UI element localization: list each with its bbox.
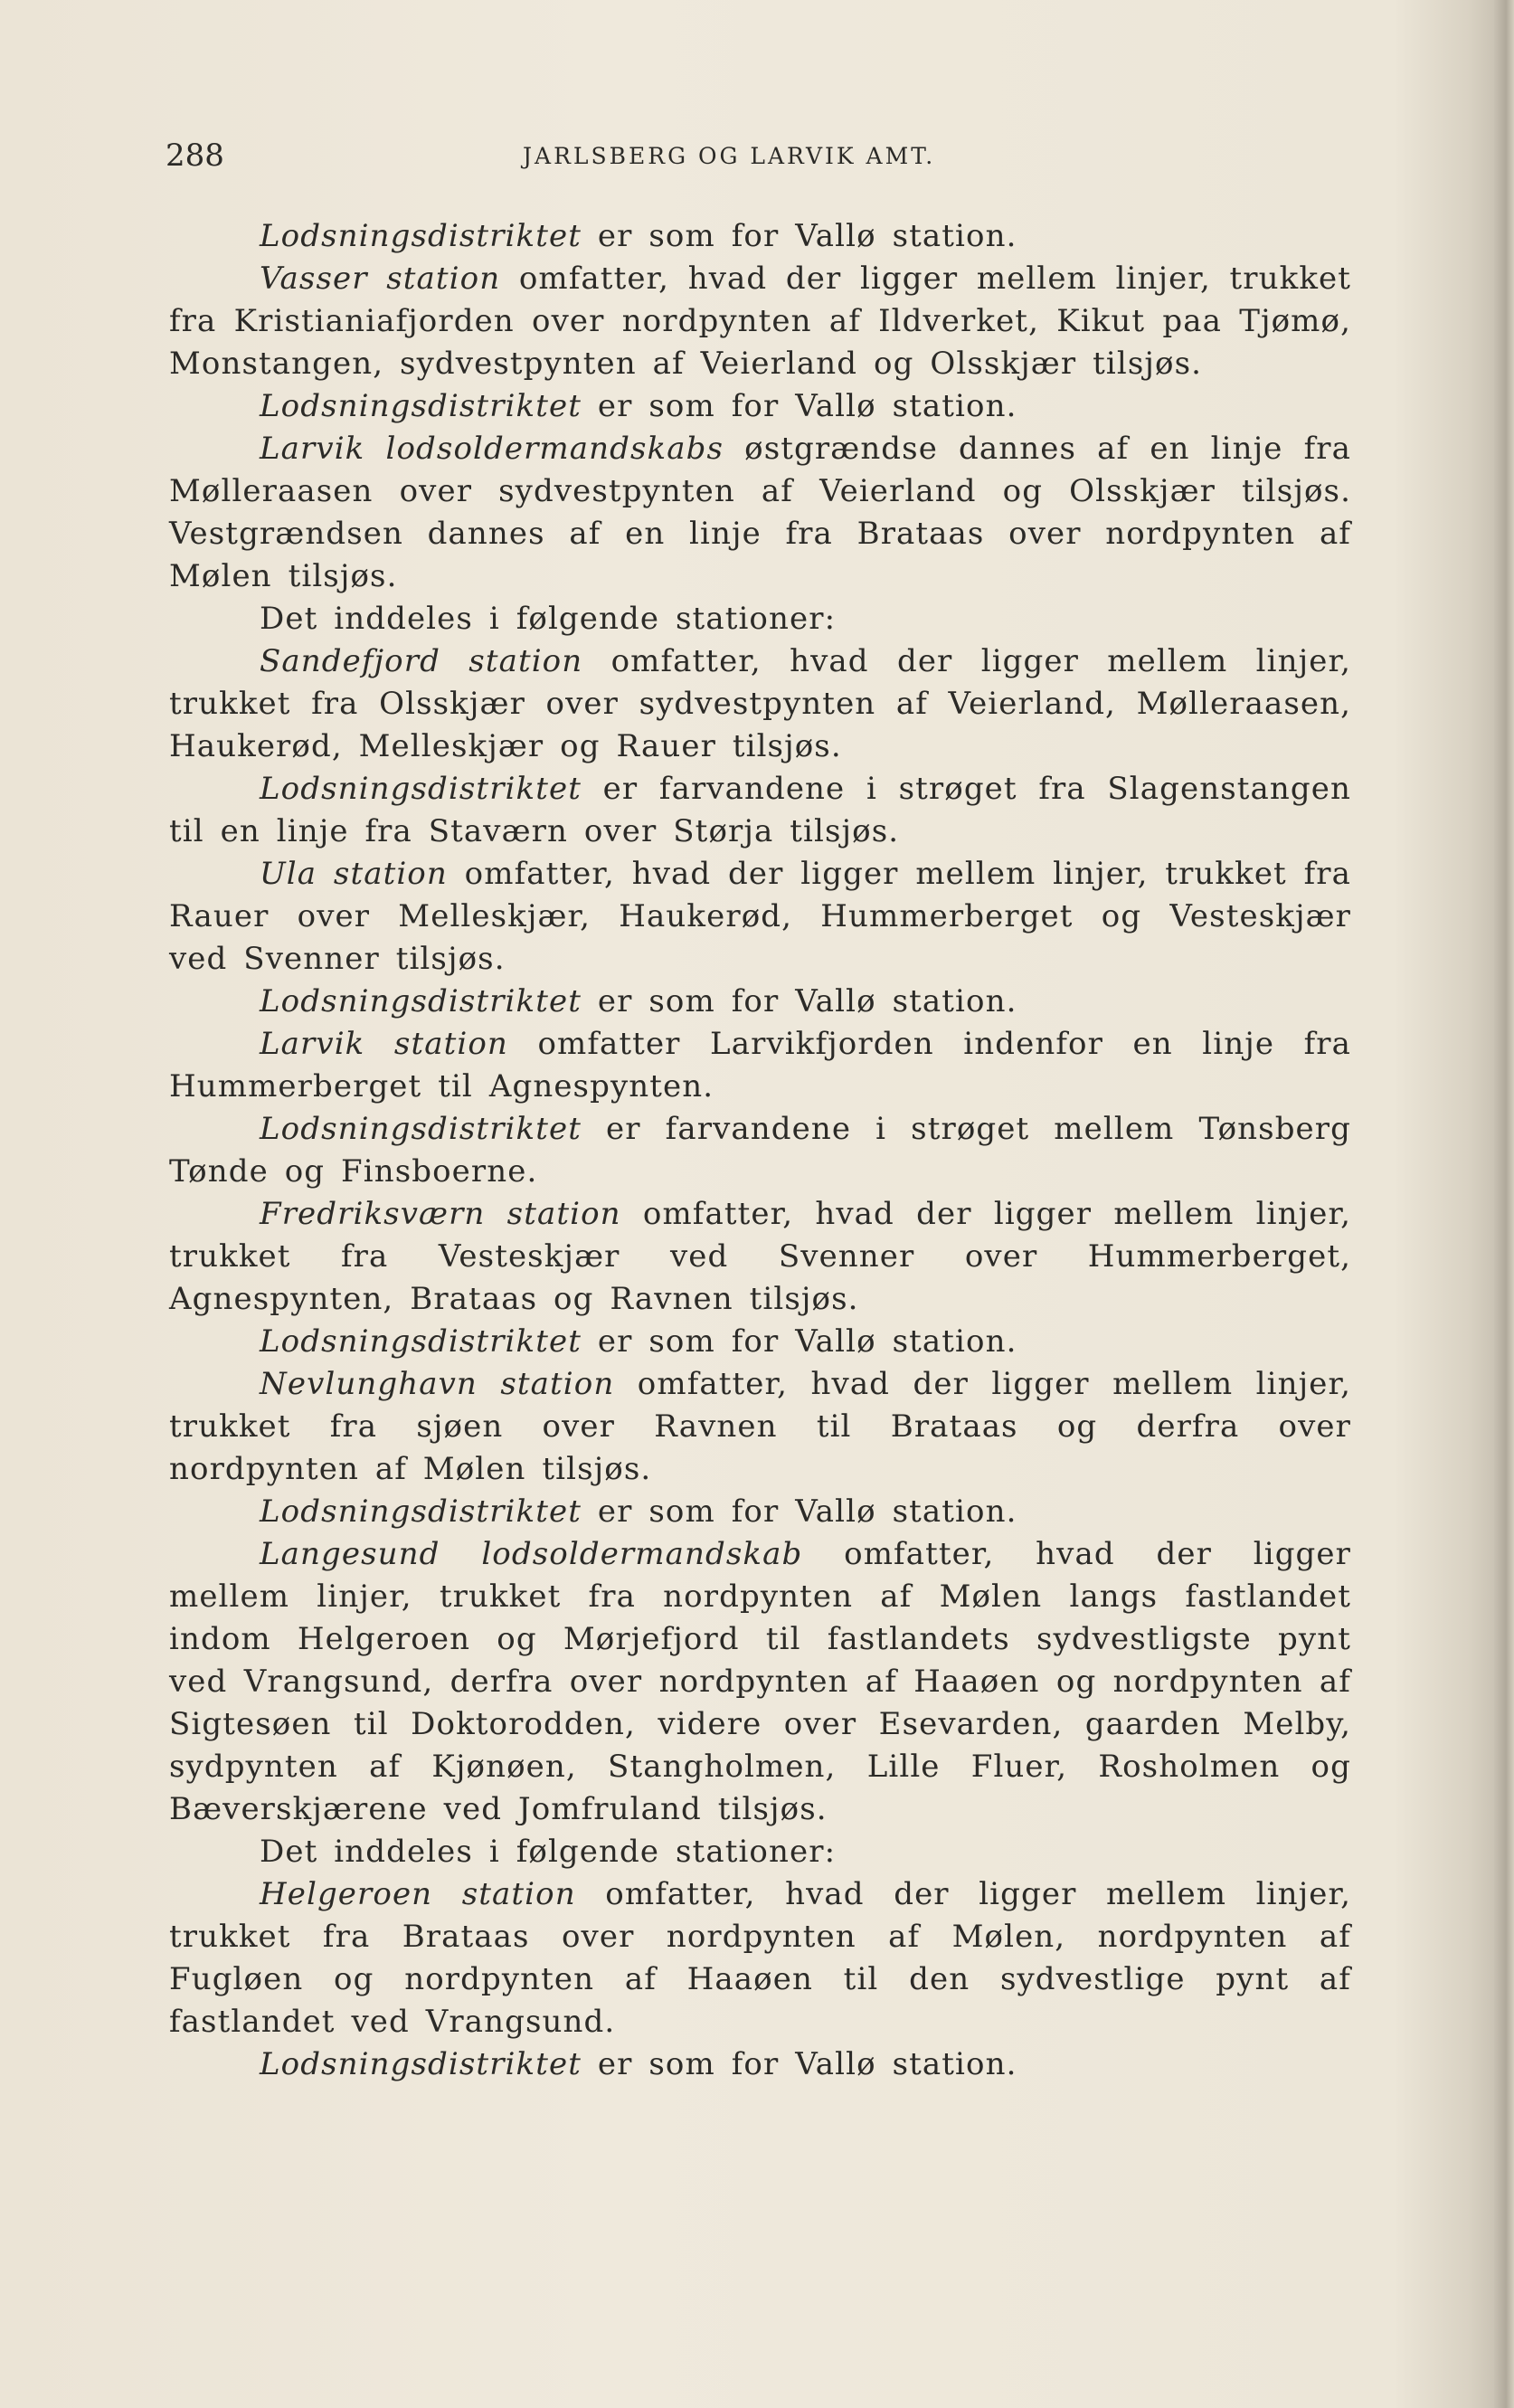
paragraph-text: Det inddeles i følgende stationer: [260,1834,837,1870]
paragraph-text: er som for Vallø station. [581,1323,1017,1360]
paragraph-emphasis: Ula station [260,856,448,892]
paragraph [169,1108,1351,1193]
paragraph [169,1491,1351,1533]
paragraph-text: omfatter, hvad der ligger mellem linjer, trukket fra Olsskjær over sydvestpynten af Veierland, Mølleraasen, Haukerød, Melleskjær og Rauer tilsjøs. [169,643,1351,764]
paragraph-text: er farvandene i strøget mellem Tønsberg Tønde og Finsboerne. [169,1111,1351,1190]
paragraph-emphasis: Helgeroen station [260,1876,576,1912]
paragraph-emphasis: Larvik station [260,1026,508,1062]
paragraph [169,1873,1351,2043]
page-body [169,215,1351,2086]
paragraph-emphasis: Sandefjord station [260,643,583,679]
paragraph [169,640,1351,768]
paragraph [169,1831,1351,1873]
running-title: JARLSBERG OG LARVIK AMT. [523,143,936,169]
paragraph-text: er farvandene i strøget fra Slagenstangen til en linje fra Staværn over Størja tilsjøs. [169,771,1351,849]
paragraph-text: er som for Vallø station. [581,1493,1017,1530]
paragraph-text: omfatter, hvad der ligger mellem linjer, trukket fra Vesteskjær ved Svenner over Hummerberget, Agnespynten, Brataas og Ravnen tilsjøs. [169,1196,1351,1317]
paragraph [169,385,1351,428]
paragraph [169,1363,1351,1491]
paragraph [169,215,1351,258]
paragraph [169,981,1351,1023]
paragraph-emphasis: Lodsningsdistriktet [260,771,582,807]
paragraph-text: omfatter Larvikfjorden indenfor en linje fra Hummerberget til Agnespynten. [169,1026,1352,1104]
paragraph-emphasis: Lodsningsdistriktet [260,1323,582,1360]
paragraph-emphasis: Lodsningsdistriktet [260,1111,582,1147]
page-header [166,137,998,177]
paragraph-text: er som for Vallø station. [581,2046,1017,2082]
paragraph-text: er som for Vallø station. [581,218,1017,254]
page-edge-shadow [1494,0,1514,2408]
paragraph [169,598,1351,640]
paragraph [169,1023,1351,1108]
paragraph [169,853,1351,981]
paragraph [169,1193,1351,1321]
paragraph-text: omfatter, hvad der ligger mellem linjer, trukket fra nordpynten af Mølen langs fastlandet indom Helgeroen og Mørjefjord til fastlandets sydvestligste pynt ved Vrangsund, derfra over nordpynten af Haaøen og nordpynten af Sigtesøen til Doktorodden, videre over Esevarden, gaarden Melby, sydpynten af Kjønøen, Stangholmen, Lille Fluer, Rosholmen og Bæverskjærene ved Jomfruland tilsjøs. [169,1536,1351,1827]
paragraph-text: omfatter, hvad der ligger mellem linjer, trukket fra Rauer over Melleskjær, Haukerød, Hummerberget og Vesteskjær ved Svenner tilsjøs. [169,856,1352,977]
paragraph [169,768,1351,853]
paragraph-text: østgrændse dannes af en linje fra Mølleraasen over sydvestpynten af Veierland og Olsskjær tilsjøs. Vestgrændsen dannes af en linje fra Brataas over nordpynten af Mølen tilsjøs. [169,431,1351,594]
page-number: 288 [166,137,224,174]
paragraph-text: omfatter, hvad der ligger mellem linjer, trukket fra Kristianiafjorden over nordpynten af Ildverket, Kikut paa Tjømø, Monstangen, sydvestpynten af Veierland og Olsskjær tilsjøs. [169,261,1352,382]
paragraph-emphasis: Lodsningsdistriktet [260,218,582,254]
paragraph-text: omfatter, hvad der ligger mellem linjer, trukket fra Brataas over nordpynten af Mølen, nordpynten af Fugløen og nordpynten af Haaøen til den sydvestlige pynt af fastlandet ved Vrangsund. [169,1876,1351,2040]
paragraph-emphasis: Fredriksværn station [260,1196,621,1232]
paragraph-emphasis: Vasser station [260,261,501,297]
paragraph-emphasis: Lodsningsdistriktet [260,1493,582,1530]
paragraph-emphasis: Nevlunghavn station [260,1366,615,1402]
paragraph-emphasis: Larvik lodsoldermandskabs [260,431,724,467]
paragraph [169,1321,1351,1363]
paragraph [169,1533,1351,1831]
paragraph-emphasis: Lodsningsdistriktet [260,983,582,1019]
paragraph [169,2043,1351,2086]
paragraph-text: Det inddeles i følgende stationer: [260,601,837,637]
paragraph-emphasis: Langesund lodsoldermandskab [260,1536,803,1572]
paragraph-text: er som for Vallø station. [581,388,1017,424]
paragraph [169,428,1351,598]
paragraph [169,258,1351,385]
paragraph-text: omfatter, hvad der ligger mellem linjer, trukket fra sjøen over Ravnen til Brataas og derfra over nordpynten af Mølen tilsjøs. [169,1366,1351,1487]
paragraph-emphasis: Lodsningsdistriktet [260,388,582,424]
paragraph-text: er som for Vallø station. [581,983,1017,1019]
paragraph-emphasis: Lodsningsdistriktet [260,2046,582,2082]
